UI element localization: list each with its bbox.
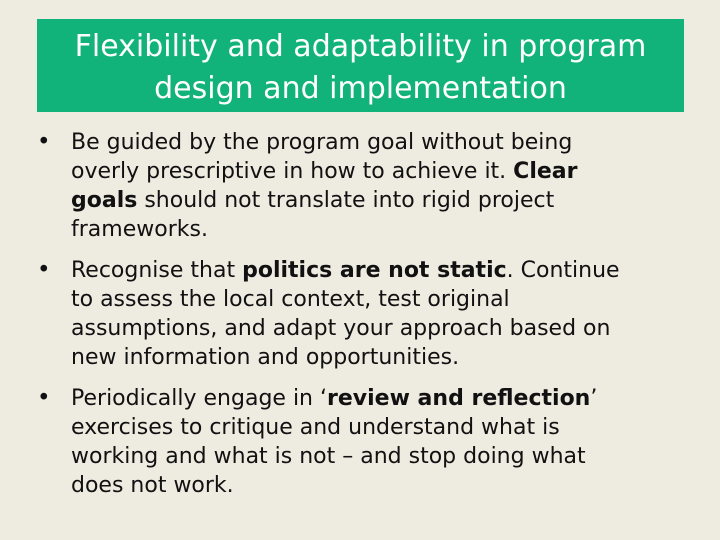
bullet-text-line bbox=[71, 314, 697, 343]
bullet-list bbox=[37, 128, 697, 512]
bullet-text: Recognise that bbox=[71, 258, 243, 283]
bullet-text-line bbox=[71, 128, 697, 157]
bullet-text-line bbox=[71, 186, 697, 215]
bullet-item bbox=[37, 128, 697, 244]
bullet-text: working and what is not – and stop doing what bbox=[71, 444, 586, 469]
bullet-text-line bbox=[71, 442, 697, 471]
bullet-text-line bbox=[71, 413, 697, 442]
bullet-text: Periodically engage in ‘ bbox=[71, 386, 327, 411]
bullet-text-line bbox=[71, 384, 697, 413]
bullet-text: does not work. bbox=[71, 473, 234, 498]
bullet-point-icon: • bbox=[37, 385, 51, 411]
bullet-text: ’ bbox=[590, 386, 598, 411]
bullet-text: to assess the local context, test original bbox=[71, 287, 510, 312]
bullet-text: should not translate into rigid project bbox=[137, 188, 555, 213]
emphasis-text: review and reflection bbox=[327, 386, 591, 411]
slide-title-line-2: design and implementation bbox=[154, 71, 567, 106]
bullet-item bbox=[37, 384, 697, 500]
bullet-text: Be guided by the program goal without being bbox=[71, 130, 573, 155]
bullet-text-line bbox=[71, 285, 697, 314]
emphasis-text: Clear bbox=[513, 159, 578, 184]
bullet-text-line bbox=[71, 215, 697, 244]
bullet-text-line bbox=[71, 256, 697, 285]
emphasis-text: politics are not static bbox=[242, 258, 507, 283]
bullet-text-line bbox=[71, 471, 697, 500]
bullet-text: assumptions, and adapt your approach based on bbox=[71, 316, 611, 341]
bullet-text: new information and opportunities. bbox=[71, 345, 460, 370]
slide-title-line-1: Flexibility and adaptability in program bbox=[74, 29, 647, 64]
bullet-text-line bbox=[71, 343, 697, 372]
bullet-text: overly prescriptive in how to achieve it. bbox=[71, 159, 514, 184]
bullet-text: . Continue bbox=[506, 258, 620, 283]
bullet-text-line bbox=[71, 157, 697, 186]
bullet-point-icon: • bbox=[37, 129, 51, 155]
bullet-point-icon: • bbox=[37, 257, 51, 283]
bullet-text: exercises to critique and understand what is bbox=[71, 415, 560, 440]
bullet-item bbox=[37, 256, 697, 372]
slide-title-bar bbox=[37, 19, 684, 112]
bullet-text: frameworks. bbox=[71, 217, 208, 242]
emphasis-text: goals bbox=[71, 188, 138, 213]
